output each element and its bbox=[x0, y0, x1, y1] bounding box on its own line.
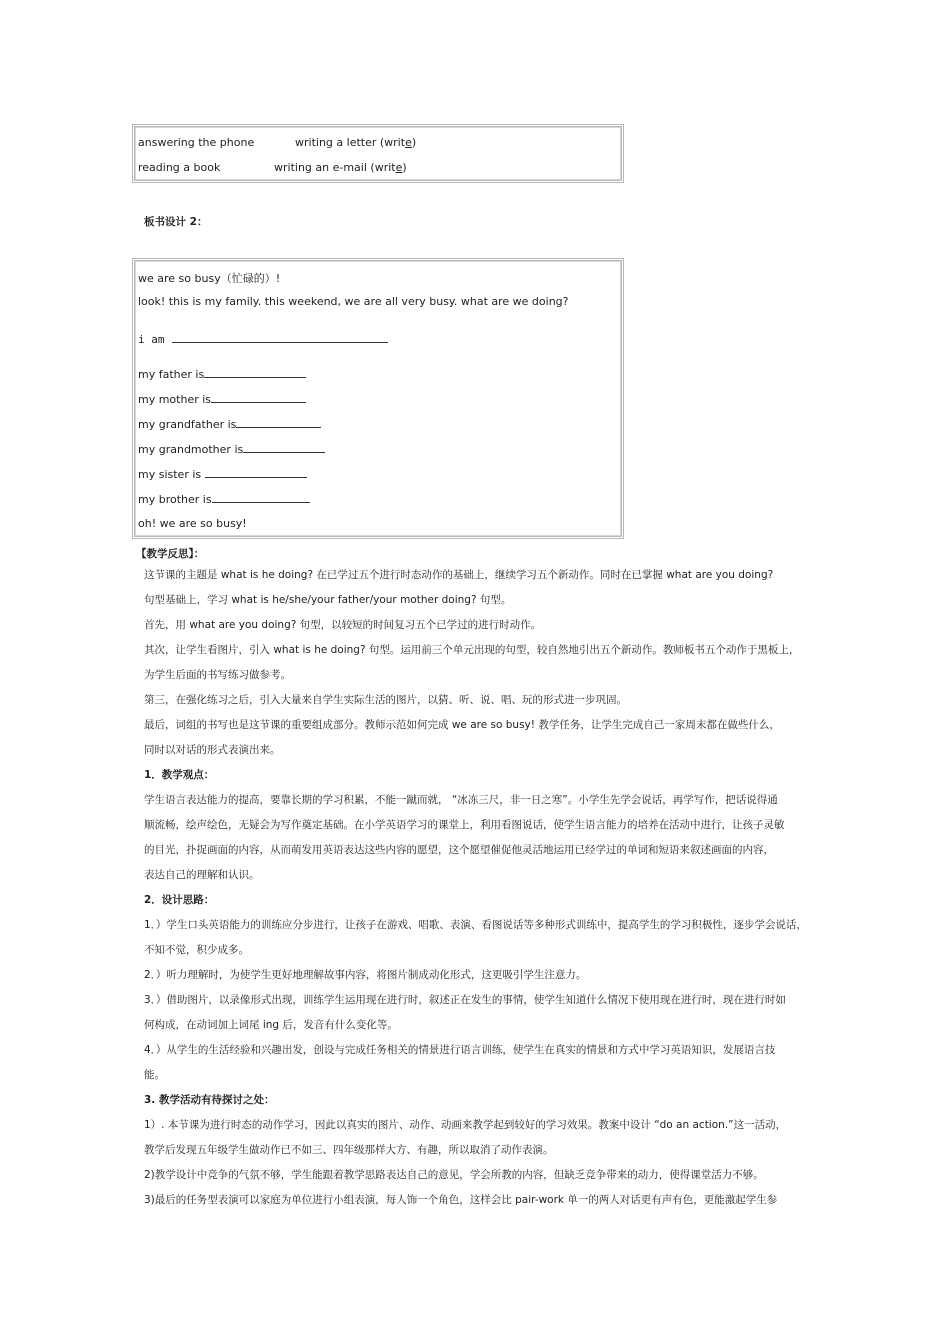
activity-writing-letter: writing a letter (write) bbox=[295, 136, 417, 149]
text-line: 其次，让学生看图片，引入 what is he doing? 句型。运用前三个单元出现的句型，较自然地引出五个新动作。教师板书五个动作于黑板上， bbox=[144, 644, 800, 656]
activity-writing-email: writing an e-mail (write) bbox=[274, 161, 407, 174]
fill-blank bbox=[212, 492, 310, 503]
board-line: my brother is bbox=[138, 492, 310, 506]
reflection-body bbox=[144, 563, 814, 1213]
fill-blank bbox=[211, 392, 306, 403]
text-line: 学生语言表达能力的提高，要靠长期的学习积累，不能一蹴而就， “冰冻三尺，非一日之寒”。小学生先学会说话，再学写作，把话说得通 bbox=[144, 794, 778, 806]
text-line: 同时以对话的形式表演出来。 bbox=[144, 744, 281, 756]
text-line: 首先，用 what are you doing? 句型，以较短的时间复习五个已学过的进行时动作。 bbox=[144, 619, 542, 631]
fill-blank bbox=[205, 467, 307, 478]
section-title: 1．教学观点： bbox=[144, 769, 215, 781]
table-row bbox=[138, 136, 416, 149]
board-line: my sister is bbox=[138, 467, 307, 481]
activity-answering-phone: answering the phone bbox=[138, 136, 255, 149]
board-line: my grandfather is bbox=[138, 417, 321, 431]
board-design-title: 板书设计 2： bbox=[144, 216, 208, 228]
text-line: 为学生后面的书写练习做参考。 bbox=[144, 669, 291, 681]
text-line: 这节课的主题是 what is he doing? 在已学过五个进行时态动作的基础上，继续学习五个新动作。同时在已掌握 what are you doing? bbox=[144, 569, 774, 581]
text-line: 不知不觉，积少成多。 bbox=[144, 944, 249, 956]
text-line: 4．）从学生的生活经验和兴趣出发，创设与完成任务相关的情景进行语言训练，使学生在真实的情景和方式中学习英语知识，发展语言技 bbox=[144, 1044, 776, 1056]
board-line-i-am: i am bbox=[138, 332, 388, 346]
text-line: 2．）听力理解时，为使学生更好地理解故事内容，将图片制成动化形式，这更吸引学生注意力。 bbox=[144, 969, 587, 981]
text-line: 1）. 本节课为进行时态的动作学习，因此以真实的图片、动作、动画来教学起到较好的学习效果。教案中设计 “do an action.”这一活动， bbox=[144, 1119, 787, 1131]
table-row bbox=[138, 161, 407, 174]
text-line: 3)最后的任务型表演可以家庭为单位进行小组表演，每人饰一个角色，这样会比 pair-work 单一的两人对话更有声有色，更能激起学生参 bbox=[144, 1194, 778, 1206]
board-line: my mother is bbox=[138, 392, 306, 406]
section-title: 3. 教学活动有待探讨之处： bbox=[144, 1094, 275, 1106]
text-line: 顺流畅，绘声绘色，无疑会为写作奠定基础。在小学英语学习的课堂上，利用看图说话，使学生语言能力的培养在活动中进行，让孩子灵敏 bbox=[144, 819, 785, 831]
fill-blank bbox=[172, 332, 388, 343]
section-title: 2．设计思路： bbox=[144, 894, 215, 906]
text-line: 能。 bbox=[144, 1069, 165, 1081]
activity-reading-book: reading a book bbox=[138, 161, 221, 174]
board-line: my father is bbox=[138, 367, 306, 381]
fill-blank bbox=[236, 417, 321, 428]
text-line: 2)教学设计中竞争的气氛不够，学生能跟着教学思路表达自己的意见，学会所教的内容，但缺乏竞争带来的动力，使得课堂活力不够。 bbox=[144, 1169, 764, 1181]
board-line: my grandmother is bbox=[138, 442, 325, 456]
board-line: we are so busy（忙碌的）! bbox=[138, 272, 281, 285]
reflection-title: 【教学反思】： bbox=[136, 548, 205, 560]
board-design-box bbox=[132, 258, 624, 539]
text-line: 第三，在强化练习之后，引入大量来自学生实际生活的图片，以猜、听、说、唱、玩的形式进一步巩固。 bbox=[144, 694, 627, 706]
text-line: 3．）借助图片，以录像形式出现，训练学生运用现在进行时，叙述正在发生的事情，使学生知道什么情况下使用现在进行时，现在进行时如 bbox=[144, 994, 786, 1006]
text-line: 何构成，在动词加上词尾 ing 后，发音有什么变化等。 bbox=[144, 1019, 398, 1031]
board-line: oh! we are so busy! bbox=[138, 517, 247, 530]
fill-blank bbox=[204, 367, 306, 378]
fill-blank bbox=[243, 442, 325, 453]
activity-table bbox=[132, 124, 624, 183]
text-line: 教学后发现五年级学生做动作已不如三、四年级那样大方、有趣，所以取消了动作表演。 bbox=[144, 1144, 554, 1156]
text-line: 最后，词组的书写也是这节课的重要组成部分。教师示范如何完成 we are so busy! 教学任务，让学生完成自己一家周末都在做些什么， bbox=[144, 719, 780, 731]
text-line: 1．）学生口头英语能力的训练应分步进行，让孩子在游戏、唱歌、表演、看图说话等多种形式训练中，提高学生的学习积极性，逐步学会说话， bbox=[144, 919, 807, 931]
text-line: 表达自己的理解和认识。 bbox=[144, 869, 260, 881]
board-line: look! this is my family. this weekend, we are all very busy. what are we doing? bbox=[138, 295, 569, 308]
text-line: 句型基础上，学习 what is he/she/your father/your mother doing? 句型。 bbox=[144, 594, 512, 606]
text-line: 的目光，扑捉画面的内容，从而萌发用英语表达这些内容的愿望，这个愿望催促他灵活地运用已经学过的单词和短语来叙述画面的内容， bbox=[144, 844, 774, 856]
